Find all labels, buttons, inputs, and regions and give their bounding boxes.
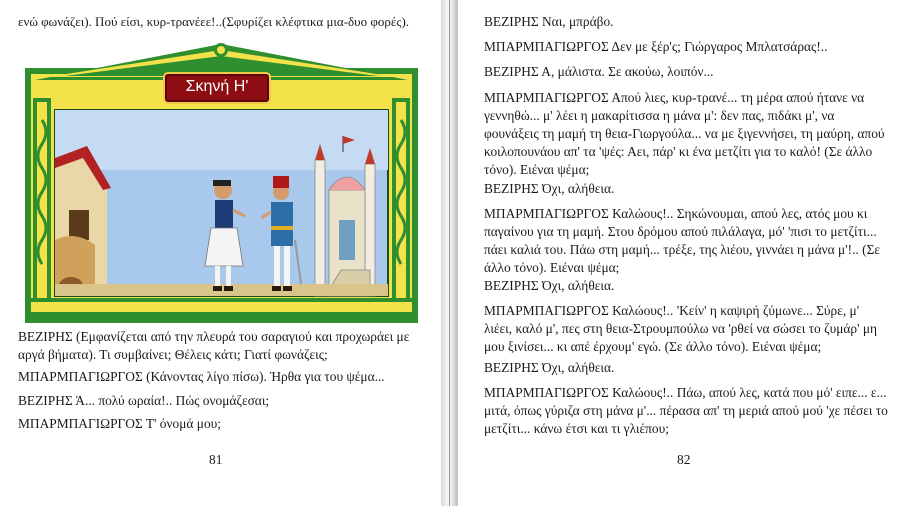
page-number-right: 82 <box>677 452 691 467</box>
right-page <box>458 0 901 506</box>
right-paragraph: ΜΠΑΡΜΠΑΓΙΩΡΓΟΣ Καλώους!.. Σηκώνουμαι, απού λες, ατός μου κι παγαίνου για τη μαμή. Στου δρόμου απού πιλάλαγα, μό' 'πισι το μετζίτι... πάει καλιά του. Πάω στη μαμή... τρέξε, της λιέου, γιννάει η μάνα μ'!.. (Σε άλλο τόνο). Ειέναι ψέμα; <box>484 206 880 275</box>
right-paragraph: ΒΕΖΙΡΗΣ Όχι, αλήθεια. <box>484 278 615 293</box>
right-paragraph: ΒΕΖΙΡΗΣ Ναι, μπράβο. <box>484 14 614 29</box>
book-gutter <box>441 0 458 506</box>
right-paragraph: ΒΕΖΙΡΗΣ Όχι, αλήθεια. <box>484 181 615 196</box>
left-paragraph: ΒΕΖΙΡΗΣ (Εμφανίζεται από την πλευρά του σαραγιού και προχωράει με αργά βήματα). Τι συμβαίνει; Θέλεις κάτι; Γιατί φωνάζεις; <box>18 329 410 362</box>
right-paragraph: ΜΠΑΡΜΠΑΓΙΩΡΓΟΣ Καλώους!.. Πάω, απού λες, κατά που μό' ειπε... ε... μιτά, όπως γύριζα στη μάνα μ'... πέρασα απ' τη μεριά απού μού 'χε πέσει το μετζίτι... κάνω έτσι και τι γλιέπου; <box>484 385 888 436</box>
left-top-line: ενώ φωνάζει). Πού είσι, κυρ-τρανέεε!..(Σφυρίζει κλέφτικα μια-δυο φορές). <box>18 14 410 29</box>
puppet-stage-illustration <box>25 40 418 323</box>
left-paragraph: ΜΠΑΡΜΠΑΓΙΩΡΓΟΣ Τ' όνομά μου; <box>18 416 222 431</box>
right-paragraph: ΒΕΖΙΡΗΣ Α, μάλιστα. Σε ακούω, λοιπόν... <box>484 64 714 79</box>
page-number-left: 81 <box>209 452 223 467</box>
right-paragraph: ΜΠΑΡΜΠΑΓΙΩΡΓΟΣ Καλώους!.. 'Κείν' η καψιρή ζύμωνε... Σύρε, μ' λιέει, καλό μ', πες στη θεια-Στρουμπούλω να 'ρθεί να σώσει το ζυμάρ' μη μου ξινίσει... κι απέ έρχουμ' εγώ. (Σε άλλο τόνο). Ειέναι ψέμα; <box>484 303 878 354</box>
left-page <box>0 0 441 506</box>
left-paragraph: ΒΕΖΙΡΗΣ Ά... πολύ ωραία!.. Πώς ονομάζεσαι; <box>18 393 270 408</box>
scene-title: Σκηνή Η' <box>165 74 269 102</box>
right-paragraph: ΒΕΖΙΡΗΣ Όχι, αλήθεια. <box>484 360 615 375</box>
left-paragraph: ΜΠΑΡΜΠΑΓΙΩΡΓΟΣ (Κάνοντας λίγο πίσω). Ήρθα για του ψέμα... <box>18 369 385 384</box>
right-paragraph: ΜΠΑΡΜΠΑΓΙΩΡΓΟΣ Δεν με ξέρ'ς; Γιώργαρος Μπλατσάρας!.. <box>484 39 828 54</box>
right-paragraph: ΜΠΑΡΜΠΑΓΙΩΡΓΟΣ Απού λιες, κυρ-τρανέ... τη μέρα απού ήτανε να γεννηθώ... μ' λέει η μακαρίτισσα η μάνα μ': δεν πας, πιδάκι μ', να φουνάξεις τη μαμή τη θεια-Γιωργούλα... να με ξιγεννήσει, τη μαύρη, απού κοιλοπουνάου απ' τα 'ψές: Αει, πάρ' κι ένα μετζίτι για το καλό! (Σε άλλο τόνο). Ειέναι ψέμα; <box>484 90 885 177</box>
